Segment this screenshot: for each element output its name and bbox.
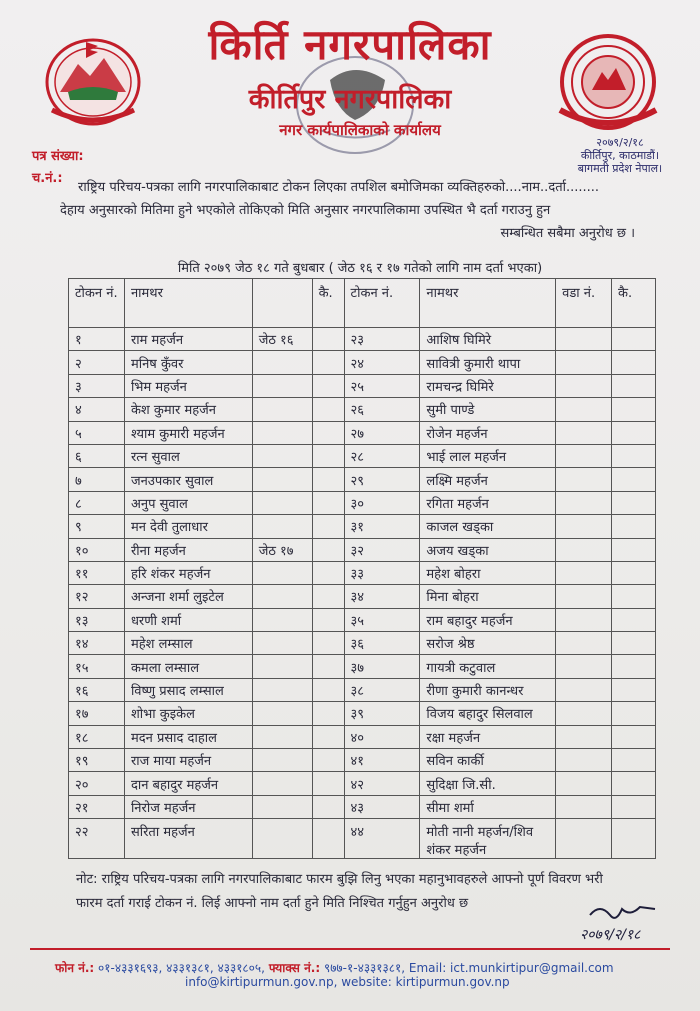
table-cell: [556, 772, 612, 795]
table-cell: रोजेन महर्जन: [420, 421, 556, 444]
table-cell: [312, 678, 344, 701]
table-cell: रगिता महर्जन: [420, 491, 556, 514]
table-cell: ४२: [344, 772, 420, 795]
kirtipur-municipality-seal: [552, 32, 664, 132]
table-cell: [612, 678, 656, 701]
table-cell: ४३: [344, 795, 420, 818]
table-cell: राम महर्जन: [124, 328, 252, 351]
table-cell: रक्षा महर्जन: [420, 725, 556, 748]
table-cell: [556, 328, 612, 351]
table-cell: ३८: [344, 678, 420, 701]
table-cell: [312, 585, 344, 608]
table-cell: [612, 655, 656, 678]
table-cell: ३२: [344, 538, 420, 561]
table-cell: मन देवी तुलाधार: [124, 515, 252, 538]
table-cell: काजल खड्का: [420, 515, 556, 538]
table-row: [69, 468, 656, 491]
header-token-no-2: टोकन नं.: [344, 279, 420, 328]
table-cell: राम बहादुर महर्जन: [420, 608, 556, 631]
table-cell: ३७: [344, 655, 420, 678]
table-cell: [556, 749, 612, 772]
table-cell: [312, 444, 344, 467]
token-table: [68, 278, 656, 859]
table-cell: [556, 421, 612, 444]
table-cell: महेश लम्साल: [124, 632, 252, 655]
table-cell: [556, 795, 612, 818]
table-cell: २२: [69, 819, 125, 859]
table-cell: ४: [69, 398, 125, 421]
table-cell: मनिष कुँवर: [124, 351, 252, 374]
header-token-no: टोकन नं.: [69, 279, 125, 328]
table-cell: [556, 538, 612, 561]
table-cell: ३६: [344, 632, 420, 655]
table-cell: [612, 328, 656, 351]
table-cell: [312, 795, 344, 818]
table-cell: २९: [344, 468, 420, 491]
table-cell: [556, 491, 612, 514]
table-cell: [312, 632, 344, 655]
table-cell: आशिष घिमिरे: [420, 328, 556, 351]
dispatch-number-label: च.नं.:: [32, 171, 63, 186]
table-cell: ३०: [344, 491, 420, 514]
table-cell: २१: [69, 795, 125, 818]
table-cell: [556, 585, 612, 608]
table-cell: [252, 632, 312, 655]
table-cell: ९: [69, 515, 125, 538]
table-cell: [612, 585, 656, 608]
header-remarks: कै.: [312, 279, 344, 328]
table-cell: ३: [69, 374, 125, 397]
table-cell: [252, 421, 312, 444]
date-right: २०७९/२/१८: [596, 136, 644, 149]
table-cell: रीणा कुमारी कानन्धर: [420, 678, 556, 701]
table-cell: १२: [69, 585, 125, 608]
table-cell: [312, 538, 344, 561]
table-cell: [312, 772, 344, 795]
header-name-2: नामथर: [420, 279, 556, 328]
letter-number-label: पत्र संख्या:: [32, 149, 84, 164]
table-row: [69, 795, 656, 818]
office-name: नगर कार्यपालिकाको कार्यालय: [279, 121, 441, 139]
address-line-2: बागमती प्रदेश नेपाल।: [577, 162, 663, 175]
note-line-1: नोट: राष्ट्रिय परिचय-पत्रका लागि नगरपालिकाबाट फारम बुझि लिनु भएका महानुभावहरुले आफ्नो पूर्ण विवरण भरी: [76, 872, 603, 887]
table-cell: [252, 749, 312, 772]
table-row: [69, 561, 656, 584]
table-row: [69, 421, 656, 444]
table-cell: ४१: [344, 749, 420, 772]
table-cell: ३९: [344, 702, 420, 725]
table-cell: [252, 398, 312, 421]
table-cell: ७: [69, 468, 125, 491]
table-cell: [556, 632, 612, 655]
table-cell: [556, 351, 612, 374]
email-line[interactable]: Email: ict.munkirtipur@gmail.com: [408, 961, 614, 975]
table-cell: ८: [69, 491, 125, 514]
table-row: [69, 655, 656, 678]
table-cell: [612, 561, 656, 584]
table-cell: [556, 468, 612, 491]
table-row: [69, 585, 656, 608]
table-row: [69, 444, 656, 467]
table-cell: [312, 468, 344, 491]
table-cell: शोभा कुइकेल: [124, 702, 252, 725]
table-cell: [252, 351, 312, 374]
table-cell: [556, 515, 612, 538]
table-cell: [312, 398, 344, 421]
table-cell: [312, 491, 344, 514]
table-cell: ११: [69, 561, 125, 584]
table-cell: धरणी शर्मा: [124, 608, 252, 631]
table-cell: ४०: [344, 725, 420, 748]
table-cell: १६: [69, 678, 125, 701]
table-cell: सरोज श्रेष्ठ: [420, 632, 556, 655]
table-cell: रामचन्द्र घिमिरे: [420, 374, 556, 397]
table-cell: [252, 468, 312, 491]
table-cell: २३: [344, 328, 420, 351]
table-cell: [612, 374, 656, 397]
table-cell: [612, 819, 656, 859]
address-right: [560, 136, 680, 175]
table-cell: [312, 702, 344, 725]
municipality-title: किर्ति नगरपालिका: [208, 20, 492, 69]
table-cell: ५: [69, 421, 125, 444]
table-cell: सविन कार्की: [420, 749, 556, 772]
table-row: [69, 351, 656, 374]
table-cell: [252, 725, 312, 748]
letter-line-3: सम्बन्धित सबैमा अनुरोध छ ।: [500, 226, 635, 241]
table-cell: मिना बोहरा: [420, 585, 556, 608]
table-cell: [252, 819, 312, 859]
table-cell: महेश बोहरा: [420, 561, 556, 584]
table-row: [69, 702, 656, 725]
table-cell: [252, 702, 312, 725]
table-cell: ३१: [344, 515, 420, 538]
table-cell: [312, 561, 344, 584]
table-cell: [312, 515, 344, 538]
phone-label: फोन नं.:: [55, 961, 95, 975]
table-cell: [312, 655, 344, 678]
table-cell: १७: [69, 702, 125, 725]
table-cell: सुमी पाण्डे: [420, 398, 556, 421]
table-cell: [556, 702, 612, 725]
table-cell: [312, 725, 344, 748]
table-cell: २०: [69, 772, 125, 795]
table-cell: [556, 374, 612, 397]
table-heading: मिति २०७९ जेठ १८ गते बुधबार ( जेठ १६ र १७ गतेको लागि नाम दर्ता भएका): [177, 261, 543, 276]
table-cell: ६: [69, 444, 125, 467]
table-cell: केश कुमार महर्जन: [124, 398, 252, 421]
table-cell: सरिता महर्जन: [124, 819, 252, 859]
table-cell: [252, 491, 312, 514]
table-cell: १८: [69, 725, 125, 748]
table-cell: २: [69, 351, 125, 374]
table-cell: विजय बहादुर सिलवाल: [420, 702, 556, 725]
fax-value: ९७७-१-४३३१३८१,: [323, 961, 406, 975]
table-cell: [612, 608, 656, 631]
table-cell: [556, 608, 612, 631]
table-cell: रत्न सुवाल: [124, 444, 252, 467]
table-cell: [556, 561, 612, 584]
table-cell: [556, 444, 612, 467]
table-cell: जेठ १६: [252, 328, 312, 351]
table-cell: [312, 328, 344, 351]
table-cell: [556, 655, 612, 678]
table-cell: ३३: [344, 561, 420, 584]
table-row: [69, 538, 656, 561]
table-cell: १४: [69, 632, 125, 655]
table-cell: अजय खड्का: [420, 538, 556, 561]
table-cell: [252, 561, 312, 584]
table-cell: [312, 374, 344, 397]
table-cell: २६: [344, 398, 420, 421]
table-cell: [612, 515, 656, 538]
table-cell: [612, 421, 656, 444]
nepal-emblem-logo: [38, 30, 148, 130]
table-cell: [252, 678, 312, 701]
phone-values: ०१-४३३१६९३, ४३३१३८१, ४३३१८०५,: [98, 961, 265, 975]
table-cell: ३५: [344, 608, 420, 631]
table-cell: ४४: [344, 819, 420, 859]
table-cell: सावित्री कुमारी थापा: [420, 351, 556, 374]
fax-label: फ्याक्स नं.:: [268, 961, 321, 975]
table-cell: [556, 398, 612, 421]
table-header-row: [69, 279, 656, 328]
municipality-subtitle: कीर्तिपुर नगरपालिका: [248, 84, 452, 115]
table-cell: [312, 421, 344, 444]
table-row: [69, 608, 656, 631]
table-cell: १: [69, 328, 125, 351]
table-cell: [612, 468, 656, 491]
table-row: [69, 725, 656, 748]
table-cell: २४: [344, 351, 420, 374]
table-cell: १०: [69, 538, 125, 561]
table-row: [69, 678, 656, 701]
table-cell: [252, 795, 312, 818]
footer-contact: [55, 959, 614, 976]
handwritten-signature: [560, 895, 680, 945]
table-cell: [420, 819, 556, 859]
table-cell: अनुप सुवाल: [124, 491, 252, 514]
table-cell: [252, 585, 312, 608]
table-cell: दान बहादुर महर्जन: [124, 772, 252, 795]
table-cell: जेठ १७: [252, 538, 312, 561]
table-cell: [612, 749, 656, 772]
table-cell: [612, 772, 656, 795]
table-cell: [612, 702, 656, 725]
table-cell: जनउपकार सुवाल: [124, 468, 252, 491]
footer-divider: [30, 948, 670, 950]
table-cell: [612, 538, 656, 561]
table-cell: १९: [69, 749, 125, 772]
table-cell: [612, 351, 656, 374]
letter-line-1: राष्ट्रिय परिचय-पत्रका लागि नगरपालिकाबाट टोकन लिएका तपशिल बमोजिमका व्यक्तिहरुको....नाम..दर्ता........: [78, 180, 600, 195]
table-cell: हरि शंकर महर्जन: [124, 561, 252, 584]
table-cell: [252, 772, 312, 795]
table-row: [69, 515, 656, 538]
table-cell: [312, 351, 344, 374]
table-cell: [252, 515, 312, 538]
table-cell: [312, 608, 344, 631]
table-row: [69, 749, 656, 772]
table-row: [69, 398, 656, 421]
table-cell: [252, 608, 312, 631]
table-cell: ३४: [344, 585, 420, 608]
table-row: [69, 491, 656, 514]
table-cell: मदन प्रसाद दाहाल: [124, 725, 252, 748]
table-cell: भाई लाल महर्जन: [420, 444, 556, 467]
signature-date: २०७९/२/१८: [580, 927, 641, 943]
table-cell: [252, 655, 312, 678]
table-cell: विष्णु प्रसाद लम्साल: [124, 678, 252, 701]
table-cell: अन्जना शर्मा लुइटेल: [124, 585, 252, 608]
letter-line-2: देहाय अनुसारको मितिमा हुने भएकोले तोकिएको मिति अनुसार नगरपालिकामा उपस्थित भै दर्ता गराउनु हुन: [60, 203, 551, 218]
letter-body: [60, 176, 660, 245]
header-name: नामथर: [124, 279, 252, 328]
table-cell: [312, 819, 344, 859]
table-cell: [556, 819, 612, 859]
table-row: [69, 772, 656, 795]
table-cell: लक्ष्मि महर्जन: [420, 468, 556, 491]
table-cell: [252, 374, 312, 397]
header-ward-no: वडा नं.: [556, 279, 612, 328]
table-cell: [252, 444, 312, 467]
table-cell: निरोज महर्जन: [124, 795, 252, 818]
address-line-1: कीर्तिपुर, काठमाडौं।: [580, 149, 660, 162]
table-row: [69, 632, 656, 655]
table-row-last: [69, 819, 656, 859]
name-line-2: शंकर महर्जन: [426, 843, 487, 859]
table-cell: [556, 678, 612, 701]
table-cell: गायत्री कटुवाल: [420, 655, 556, 678]
table-row: [69, 328, 656, 351]
table-cell: २५: [344, 374, 420, 397]
table-cell: [612, 444, 656, 467]
table-cell: [556, 725, 612, 748]
table-cell: [612, 398, 656, 421]
table-cell: १३: [69, 608, 125, 631]
table-cell: राज माया महर्जन: [124, 749, 252, 772]
header-date: [252, 279, 312, 328]
table-cell: रीना महर्जन: [124, 538, 252, 561]
table-cell: [612, 725, 656, 748]
name-line-1: मोती नानी महर्जन/शिव: [426, 825, 534, 841]
table-cell: सुदिक्षा जि.सी.: [420, 772, 556, 795]
footer-web[interactable]: info@kirtipurmun.gov.np, website: kirtipurmun.gov.np: [185, 975, 510, 989]
table-cell: [312, 749, 344, 772]
table-cell: [612, 795, 656, 818]
table-cell: सीमा शर्मा: [420, 795, 556, 818]
table-cell: १५: [69, 655, 125, 678]
table-cell: [612, 491, 656, 514]
table-cell: श्याम कुमारी महर्जन: [124, 421, 252, 444]
table-cell: कमला लम्साल: [124, 655, 252, 678]
table-cell: भिम महर्जन: [124, 374, 252, 397]
table-cell: २८: [344, 444, 420, 467]
note-line-2: फारम दर्ता गराई टोकन नं. लिई आफ्नो नाम दर्ता हुने मिति निश्चित गर्नुहुन अनुरोध छ: [76, 896, 469, 911]
table-cell: [612, 632, 656, 655]
table-cell: २७: [344, 421, 420, 444]
table-row: [69, 374, 656, 397]
header-remarks-2: कै.: [612, 279, 656, 328]
